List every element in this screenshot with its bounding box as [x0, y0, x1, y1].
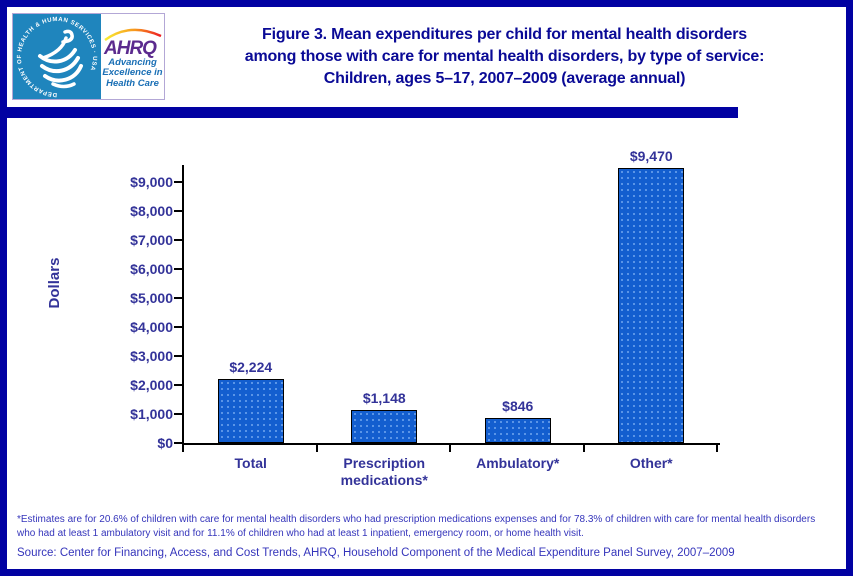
bar-chart — [7, 118, 846, 512]
ahrq-hhs-logo — [12, 13, 165, 100]
bar-ambulatory — [485, 418, 551, 443]
x-tick — [316, 445, 318, 452]
y-tick — [174, 297, 182, 299]
y-axis-line — [182, 165, 184, 445]
y-tick-label: $5,000 — [130, 290, 173, 306]
source-note: Source: Center for Financing, Access, and Cost Trends, AHRQ, Household Component of the Medical Expenditure Panel Survey, 2007–2009 — [17, 547, 735, 559]
y-tick — [174, 355, 182, 357]
y-tick — [174, 210, 182, 212]
y-tick — [174, 268, 182, 270]
x-tick — [583, 445, 585, 452]
hhs-seal — [13, 14, 101, 99]
tagline-line: Excellence in — [102, 67, 163, 79]
hhs-eagle-icon — [13, 14, 101, 99]
y-tick-label: $9,000 — [130, 174, 173, 190]
y-tick — [174, 326, 182, 328]
y-tick-label: $1,000 — [130, 406, 173, 422]
title-line-1: Figure 3. Mean expenditures per child for mental health disorders — [262, 26, 747, 43]
category-label: Other* — [629, 455, 673, 471]
header-divider — [7, 107, 738, 118]
tagline-line: Health Care — [106, 77, 159, 89]
x-tick — [182, 445, 184, 452]
title-line-2: among those with care for mental health disorders, by type of service: — [244, 48, 765, 65]
y-axis-title: Dollars — [46, 257, 63, 309]
category-label: Prescription medications* — [340, 455, 428, 488]
figure-canvas — [7, 7, 846, 569]
ahrq-tagline — [102, 58, 162, 90]
y-tick-label: $2,000 — [130, 377, 173, 393]
bar-value-label: $2,224 — [229, 358, 273, 375]
category-label: Total — [234, 455, 267, 471]
y-tick-label: $3,000 — [130, 348, 173, 364]
ahrq-acronym: AHRQ — [103, 37, 156, 58]
y-tick-label: $6,000 — [130, 261, 173, 277]
y-tick — [174, 239, 182, 241]
y-tick-label: $4,000 — [130, 319, 173, 335]
bar-value-label: $846 — [502, 398, 534, 415]
x-axis-line — [182, 443, 720, 445]
bar-value-label: $1,148 — [362, 389, 406, 406]
y-tick-label: $7,000 — [130, 232, 173, 248]
x-tick — [449, 445, 451, 452]
ahrq-wordmark — [102, 26, 164, 58]
category-label: Ambulatory* — [476, 455, 560, 471]
y-tick — [174, 384, 182, 386]
tagline-line: Advancing — [108, 56, 157, 68]
title-line-3: Children, ages 5–17, 2007–2009 (average annual) — [323, 70, 686, 87]
header — [7, 7, 846, 107]
x-tick — [716, 445, 718, 452]
bar-value-label: $9,470 — [629, 148, 673, 165]
footnote: *Estimates are for 20.6% of children with care for mental health disorders who had prescription medications expenses and for 78.3% of children with care for mental health disorders who had at least 1 ambulatory visit and for 11.1% of children who had at least 1 inpatient, emergency room, or home health visit. — [17, 514, 816, 539]
figure-title — [167, 7, 842, 107]
y-tick — [174, 413, 182, 415]
hhs-seal-text: DEPARTMENT OF HEALTH & HUMAN SERVICES · USA — [16, 16, 98, 98]
bar-prescription-medications — [351, 410, 417, 443]
bar-other — [618, 168, 684, 443]
y-tick-label: $8,000 — [130, 203, 173, 219]
y-tick — [174, 181, 182, 183]
y-tick — [174, 442, 182, 444]
bar-total — [218, 379, 284, 443]
ahrq-logo — [101, 14, 164, 99]
y-tick-label: $0 — [157, 435, 173, 451]
